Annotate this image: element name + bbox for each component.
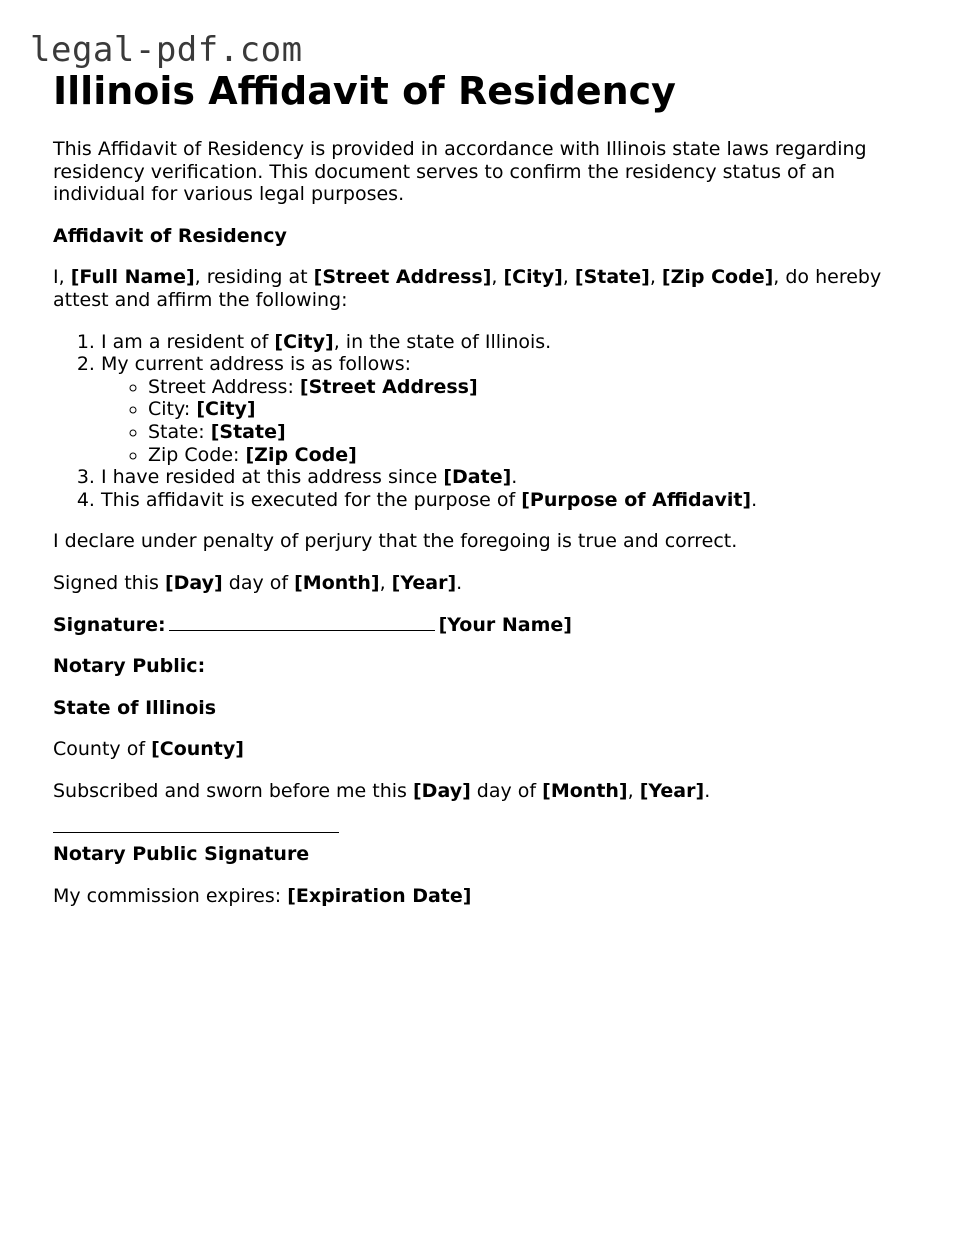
subscribed-line: Subscribed and sworn before me this [Day] day of [Month], [Year]. — [53, 779, 711, 802]
sublist-item-city: ◦ City: [City] — [148, 398, 913, 421]
list-item: 4. This affidavit is executed for the purpose of [Purpose of Affidavit]. — [101, 489, 913, 512]
state-heading: State of Illinois — [53, 696, 217, 719]
address-sublist — [101, 376, 913, 466]
city-placeholder: [City] — [503, 266, 563, 289]
notary-heading: Notary Public: — [53, 655, 206, 678]
perjury-statement: I declare under penalty of perjury that the foregoing is true and correct. — [53, 530, 738, 553]
declaration-paragraph: I, [Full Name], residing at [Street Address], [City], [State], [Zip Code], do hereby attest and affirm the following: — [53, 266, 882, 311]
watermark: legal-pdf.com — [30, 30, 303, 70]
sublist-item-street: ◦ Street Address: [Street Address] — [148, 376, 913, 399]
list-item: 1. I am a resident of [City], in the state of Illinois. — [101, 331, 913, 354]
full-name-placeholder: [Full Name] — [70, 266, 195, 289]
your-name-placeholder: [Your Name] — [438, 613, 572, 636]
zip-code-placeholder: [Zip Code] — [661, 266, 774, 289]
page-title: Illinois Affidavit of Residency — [53, 69, 676, 113]
list-item: 3. I have resided at this address since [Date]. — [101, 466, 913, 489]
sublist-item-zip: ◦ Zip Code: [Zip Code] — [148, 444, 913, 467]
county-line: County of [County] — [53, 738, 244, 761]
sublist-item-state: ◦ State: [State] — [148, 421, 913, 444]
signed-date-line: Signed this [Day] day of [Month], [Year]. — [53, 571, 463, 594]
intro-paragraph: This Affidavit of Residency is provided in accordance with Illinois state laws regarding residency verification. This document serves to confirm the residency status of an individual for various legal purposes. — [53, 138, 867, 206]
document-body — [53, 68, 913, 927]
notary-signature-label: Notary Public Signature — [53, 843, 310, 866]
notary-signature-blank[interactable] — [53, 832, 339, 833]
section-heading: Affidavit of Residency — [53, 224, 287, 247]
signature-label: Signature: — [53, 613, 166, 636]
signature-blank[interactable] — [169, 614, 435, 631]
street-address-placeholder: [Street Address] — [313, 266, 492, 289]
list-item: 2. My current address is as follows: ◦ Street Address: [Street Address] ◦ City: [City] ◦ State: [State] ◦ Zip Code: [Zip Code] — [101, 353, 913, 466]
affirmation-list — [53, 331, 913, 512]
state-placeholder: [State] — [574, 266, 650, 289]
commission-line: My commission expires: [Expiration Date] — [53, 885, 472, 908]
signature-line — [53, 614, 913, 637]
